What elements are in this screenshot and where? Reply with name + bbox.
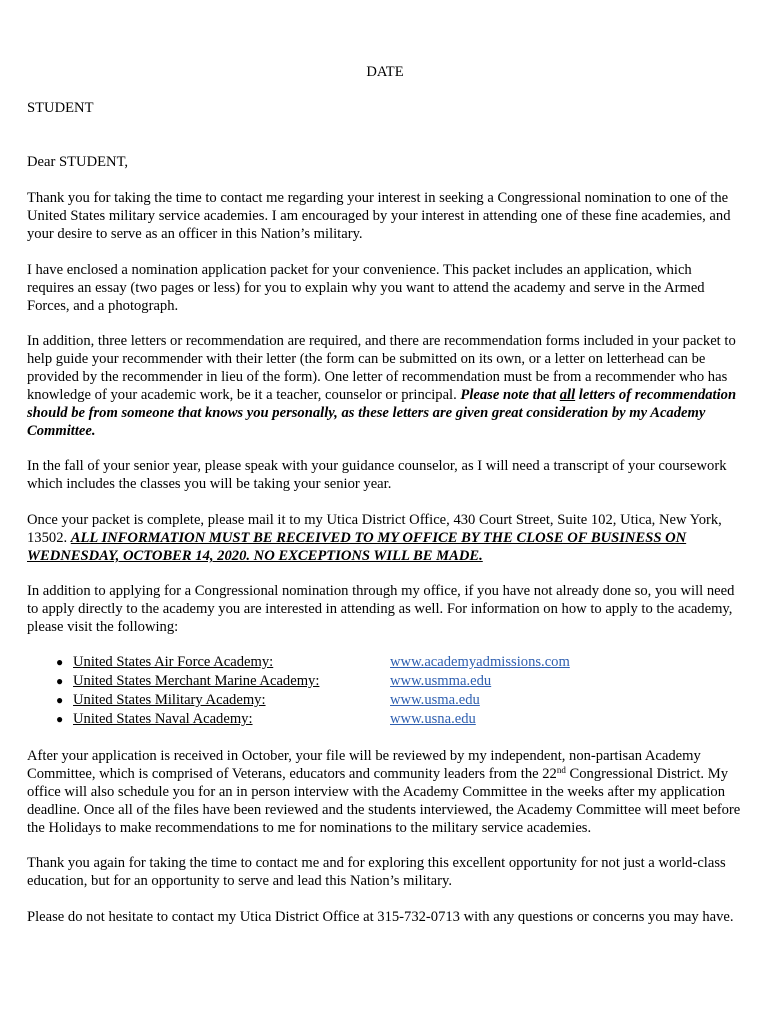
academy-link[interactable]: www.academyadmissions.com — [390, 654, 570, 670]
paragraph-transcript: In the fall of your senior year, please speak with your guidance counselor, as I will need a transcript of your coursework which includes the classes you will be taking your senior year. — [27, 458, 727, 492]
ordinal-suffix: nd — [556, 765, 566, 775]
academy-item — [56, 653, 736, 672]
bullet-icon: ● — [56, 655, 64, 669]
academy-item — [56, 710, 736, 729]
salutation: Dear STUDENT, — [27, 154, 129, 170]
academy-item — [56, 691, 736, 710]
paragraph-review-process — [27, 747, 741, 837]
review-text-a: After your application is received in October, your file will be reviewed by my independent, non-partisan Academy Committee, which is comprised of Veterans, educators and community leaders from the 22 — [27, 748, 701, 782]
bullet-icon: ● — [56, 712, 64, 726]
paragraph-intro: Thank you for taking the time to contact me regarding your interest in seeking a Congressional nomination to one of the United States military service academies. I am encouraged by your interest in attending one of these fine academies, and your desire to serve as an officer in this Nation’s military. — [27, 190, 731, 242]
paragraph-deadline — [27, 511, 741, 565]
academy-name: United States Merchant Marine Academy: — [73, 673, 320, 689]
mailing-address-text: Once your packet is complete, please mail it to my Utica District Office, 430 Court Street, Suite 102, Utica, New York, 13502. — [27, 512, 722, 546]
academy-link[interactable]: www.usma.edu — [390, 692, 480, 708]
paragraph-recommendations — [27, 332, 741, 440]
academy-list — [56, 653, 736, 729]
academy-item — [56, 672, 736, 691]
bullet-icon: ● — [56, 693, 64, 707]
bullet-icon: ● — [56, 674, 64, 688]
note-all-emphasis: all — [559, 387, 576, 403]
academy-link[interactable]: www.usmma.edu — [390, 673, 492, 689]
academy-link[interactable]: www.usna.edu — [390, 711, 476, 727]
paragraph-apply-directly: In addition to applying for a Congressional nomination through my office, if you have not already done so, you will need to apply directly to the academy you are interested in attending as well. For information on how to apply to the academy, please visit the following: — [27, 583, 735, 635]
paragraph-packet: I have enclosed a nomination application packet for your convenience. This packet includes an application, which requires an essay (two pages or less) for you to explain why you want to attend the academy and serve in the Armed Forces, and a photograph. — [27, 262, 705, 314]
review-text-b: Congressional District. My office will also schedule you for an in person interview with the Academy Committee in the weeks after my application deadline. Once all of the files have been reviewed and the students interviewed, the Academy Committee will meet before the Holidays to make recommendations to me for nominations to the military service academies. — [27, 766, 741, 836]
academy-name: United States Naval Academy: — [73, 711, 253, 727]
recipient-name: STUDENT — [27, 100, 94, 116]
paragraph-thanks: Thank you again for taking the time to contact me and for exploring this excellent opportunity for not just a world-class education, but for an opportunity to serve and lead this Nation’s military. — [27, 855, 726, 889]
note-rest: letters of recommendation should be from someone that knows you personally, as these letters are given great consideration by my Academy Committee. — [27, 387, 737, 439]
letter-date: DATE — [366, 64, 404, 80]
paragraph-contact: Please do not hesitate to contact my Utica District Office at 315-732-0713 with any questions or concerns you may have. — [27, 909, 734, 925]
academy-name: United States Air Force Academy: — [73, 654, 274, 670]
deadline-notice: ALL INFORMATION MUST BE RECEIVED TO MY OFFICE BY THE CLOSE OF BUSINESS ON WEDNESDAY, OCTOBER 14, 2020. NO EXCEPTIONS WILL BE MADE. — [27, 530, 687, 564]
recommendations-text: In addition, three letters or recommendation are required, and there are recommendation forms included in your packet to help guide your recommender with their letter (the form can be submitted on its own, or a letter on letterhead can be provided by the recommender in lieu of the form). One letter of recommendation must be from a recommender who has knowledge of your academic work, be it a teacher, counselor or principal. — [27, 333, 736, 403]
academy-name: United States Military Academy: — [73, 692, 266, 708]
note-lead: Please note that — [460, 387, 560, 403]
